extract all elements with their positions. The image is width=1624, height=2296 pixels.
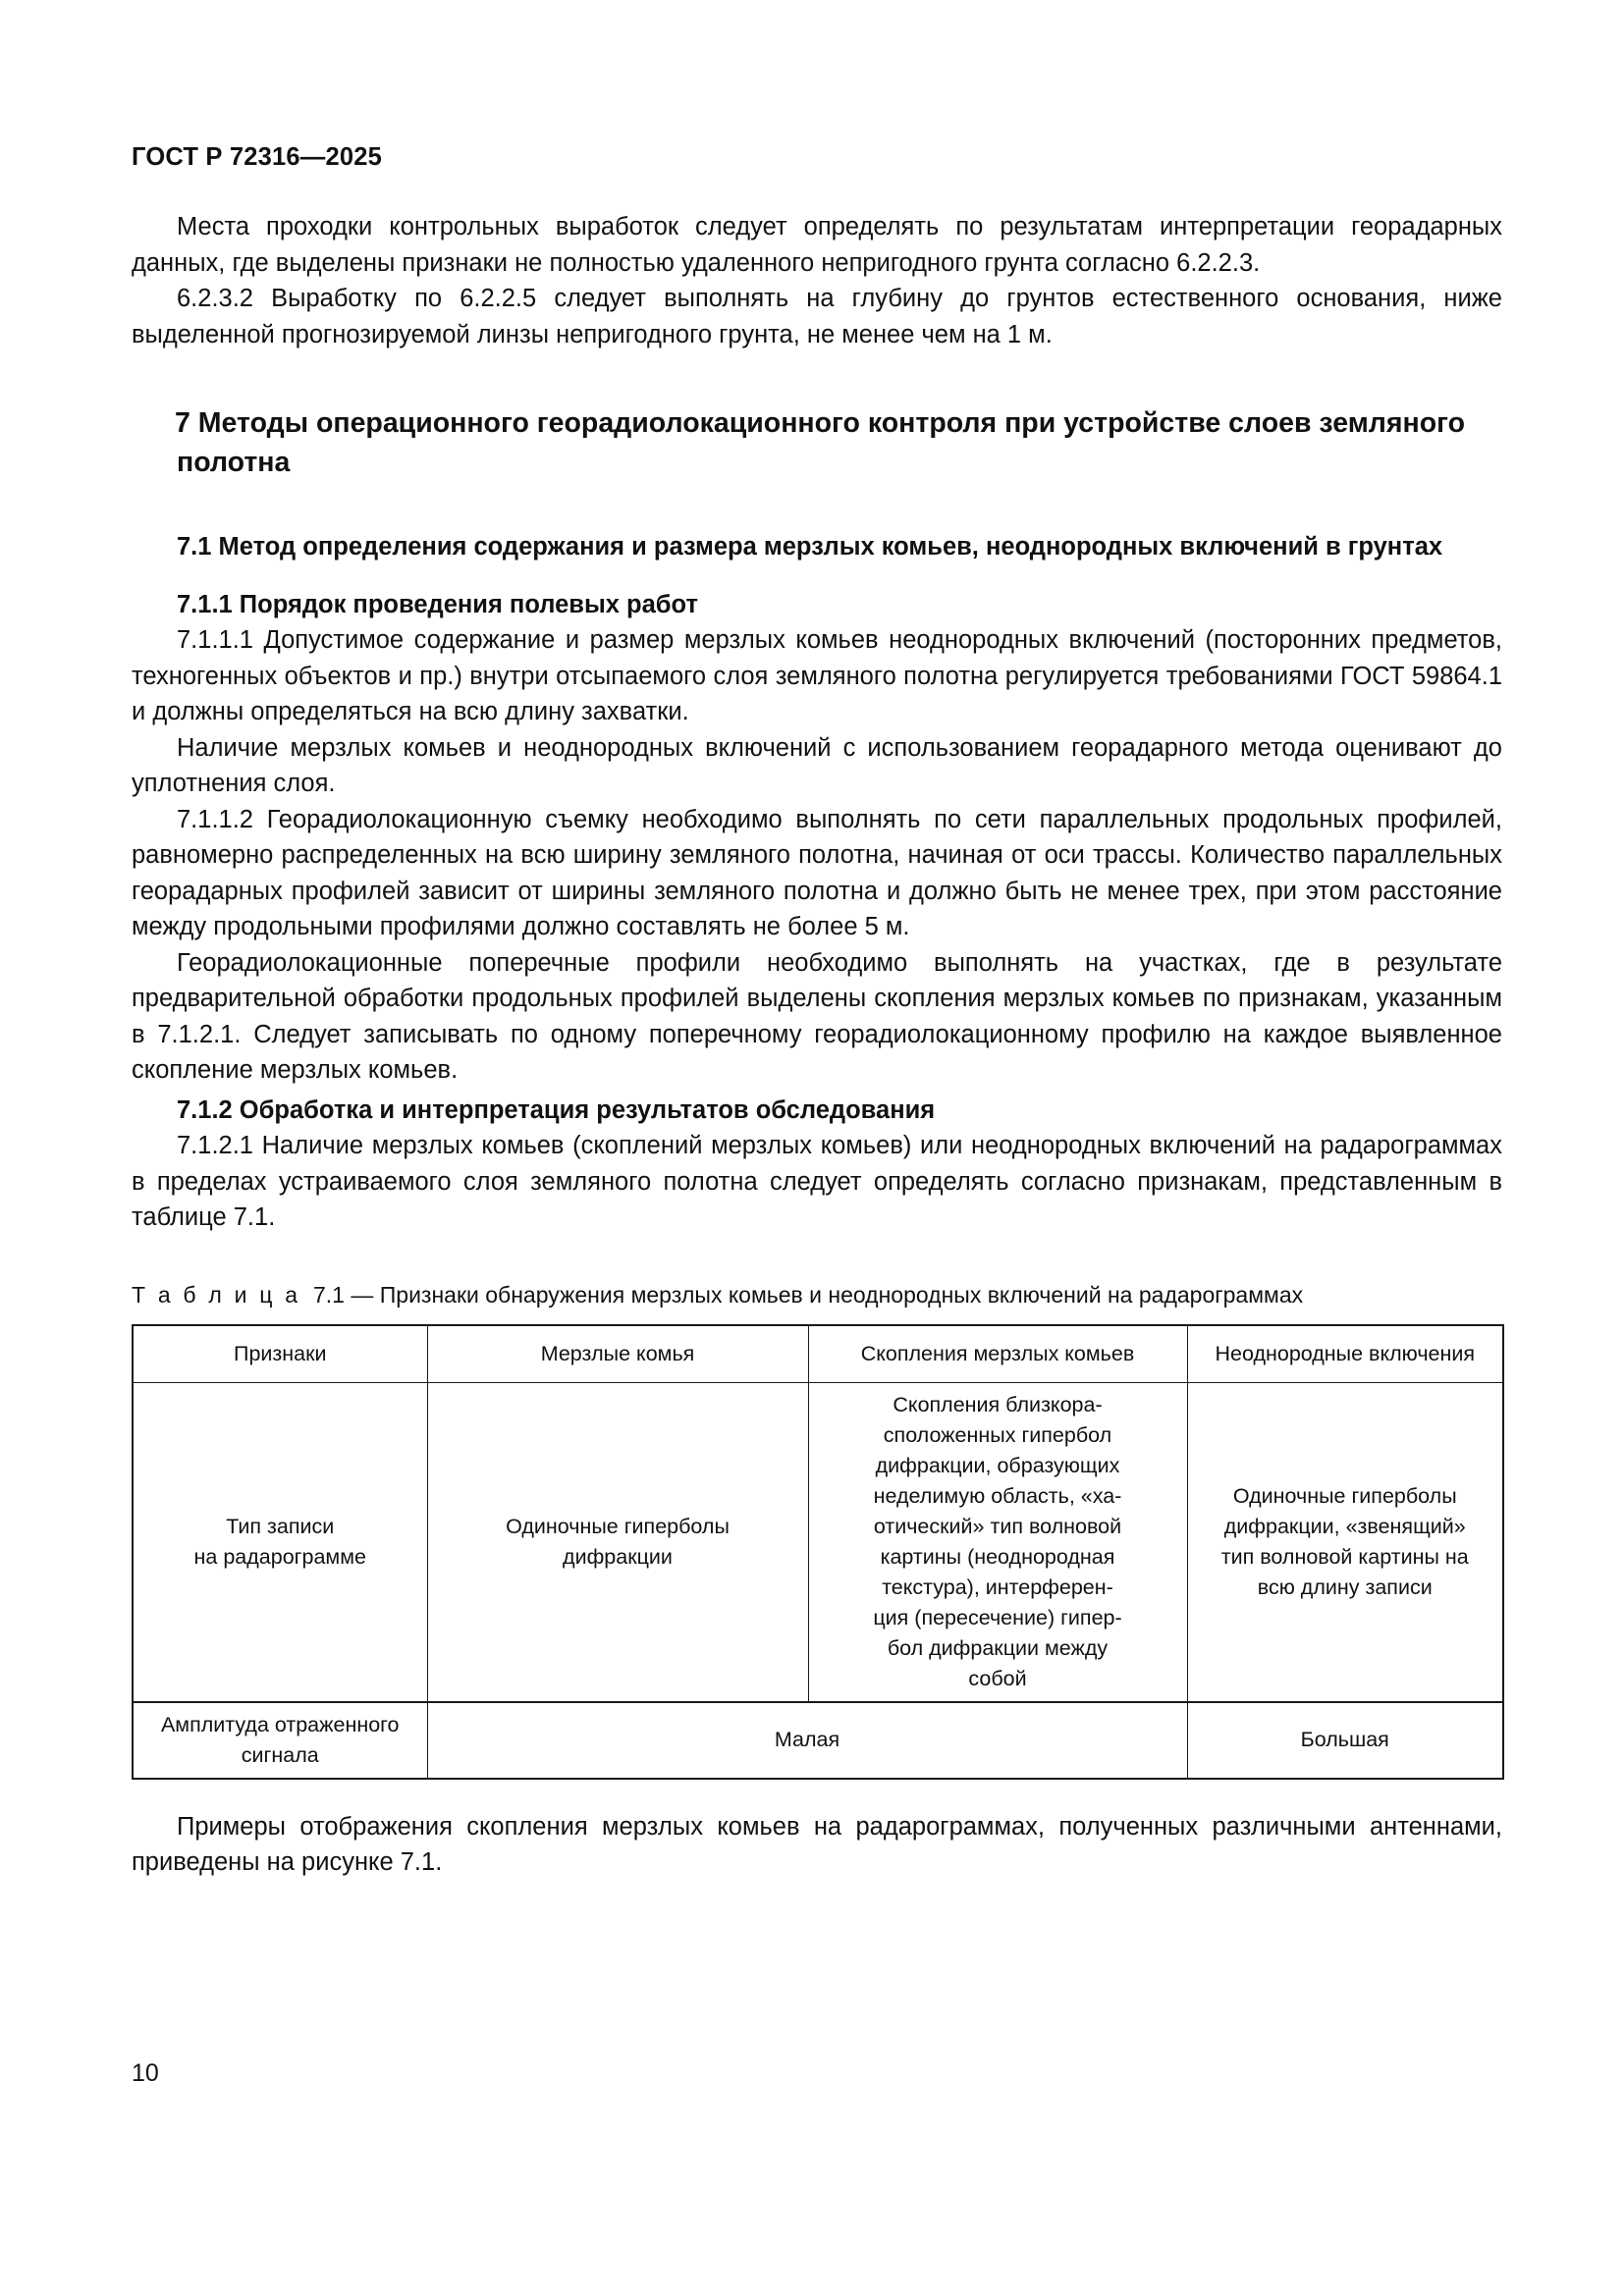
body-text-block <box>132 209 1502 352</box>
running-head: ГОСТ Р 72316—2025 <box>132 143 383 171</box>
table-caption-text: Признаки обнаружения мерзлых комьев и неоднородных включений на радарограммах <box>379 1281 1304 1308</box>
cell-line: отический» тип волновой <box>873 1514 1122 1538</box>
cell-line: Скопления близкора- <box>893 1392 1103 1416</box>
paragraph-intro-1: Места проходки контрольных выработок следует определять по результатам интерпретации георадарных данных, где выделены признаки не полностью удаленного непригодного грунта согласно 6.2.2.3. <box>132 213 1502 277</box>
after-table-block <box>132 1809 1502 1881</box>
cell-line: ция (пересечение) гипер- <box>873 1605 1122 1629</box>
heading-section-7-1-2: 7.1.2 Обработка и интерпретация результатов обследования <box>177 1095 936 1124</box>
table-cell-amplituda-bolshaya: Большая <box>1187 1702 1503 1779</box>
cell-line: собой <box>968 1666 1027 1690</box>
paragraph-7-1-2-1: 7.1.2.1 Наличие мерзлых комьев (скоплений мерзлых комьев) или неоднородных включений на радарограммах в пределах устраиваемого слоя земляного полотна следует определять согласно признакам, представленным в таблице 7.1. <box>132 1132 1502 1231</box>
table-caption-number: 7.1 <box>312 1281 345 1308</box>
cell-line: на радарограмме <box>193 1544 366 1569</box>
cell-line: всю длину записи <box>1257 1575 1433 1599</box>
table-header-cell-priznaki: Признаки <box>133 1325 427 1383</box>
cell-line: Тип записи <box>226 1514 335 1538</box>
table-caption-label: Т а б л и ц а <box>132 1281 301 1308</box>
cell-line: текстура), интерферен- <box>882 1575 1113 1599</box>
table-header-row <box>133 1325 1503 1383</box>
paragraph-7-1-1-2b: Георадиолокационные поперечные профили необходимо выполнять на участках, где в результате предварительной обработки продольных профилей выделены скопления мерзлых комьев по признакам, указанным в 7.1.2.1. Следует записывать по одному поперечному георадиолокационному профилю на каждое выявленное скопление мерзлых комьев. <box>132 948 1502 1084</box>
paragraph-7-1-1-2: 7.1.1.2 Георадиолокационную съемку необходимо выполнять по сети параллельных продольных профилей, равномерно распределенных на всю ширину земляного полотна, начиная от оси трассы. Количество параллельных георадарных профилей зависит от ширины земляного полотна и должно быть не менее трех, при этом расстояние между продольными профилями должно составлять не более 5 м. <box>132 805 1502 940</box>
table-cell-merzlye-komya-type <box>427 1382 808 1702</box>
paragraph-6-2-3-2: 6.2.3.2 Выработку по 6.2.2.5 следует выполнять на глубину до грунтов естественного основания, ниже выделенной прогнозируемой линзы непригодного грунта, не менее чем на 1 м. <box>132 285 1502 348</box>
cell-line: сположенных гипербол <box>883 1422 1112 1447</box>
table-header-cell-skopleniya: Скопления мерзлых комьев <box>808 1325 1187 1383</box>
heading-section-7-1-1: 7.1.1 Порядок проведения полевых работ <box>177 590 698 618</box>
cell-line: дифракции, образующих <box>875 1453 1120 1477</box>
page-number: 10 <box>132 2059 159 2087</box>
paragraph-after-table: Примеры отображения скопления мерзлых комьев на радарограммах, полученных различными антеннами, приведены на рисунке 7.1. <box>132 1812 1502 1876</box>
table-row <box>133 1702 1503 1779</box>
table-header-cell-neodnorodnye: Неоднородные включения <box>1187 1325 1503 1383</box>
table-cell-feature-type-zapisi <box>133 1382 427 1702</box>
table-caption <box>132 1279 1502 1310</box>
table-cell-feature-amplituda <box>133 1702 427 1779</box>
cell-line: Амплитуда отраженного <box>160 1712 400 1736</box>
cell-line: неделимую область, «ха- <box>873 1483 1122 1508</box>
cell-line: сигнала <box>241 1742 319 1767</box>
table-cell-skopleniya-type <box>808 1382 1187 1702</box>
cell-line: дифракции <box>563 1544 673 1569</box>
cell-line: картины (неоднородная <box>880 1544 1115 1569</box>
cell-line: Одиночные гиперболы <box>1232 1483 1457 1508</box>
paragraph-7-1-1-1b: Наличие мерзлых комьев и неоднородных включений с использованием георадарного метода оценивают до уплотнения слоя. <box>132 733 1502 797</box>
table-cell-neodnorodnye-type <box>1187 1382 1503 1702</box>
page-content <box>132 0 1502 1881</box>
table-7-1 <box>132 1324 1504 1780</box>
table-header-cell-merzlye-komya: Мерзлые комья <box>427 1325 808 1383</box>
table-row <box>133 1382 1503 1702</box>
cell-line: Одиночные гиперболы <box>506 1514 730 1538</box>
heading-section-7-1: 7.1 Метод определения содержания и размера мерзлых комьев, неоднородных включений в грунтах <box>177 533 1443 561</box>
cell-line: бол дифракции между <box>887 1635 1109 1660</box>
heading-section-7: 7 Методы операционного георадиолокационного контроля при устройстве слоев земляного полотна <box>175 407 1466 478</box>
paragraph-7-1-1-1: 7.1.1.1 Допустимое содержание и размер мерзлых комьев неоднородных включений (посторонних предметов, техногенных объектов и пр.) внутри отсыпаемого слоя земляного полотна регулируется требованиями ГОСТ 59864.1 и должны определяться на всю длину захватки. <box>132 626 1502 725</box>
cell-line: дифракции, «звенящий» <box>1223 1514 1466 1538</box>
cell-line: тип волновой картины на <box>1220 1544 1469 1569</box>
table-caption-dash: — <box>351 1281 374 1308</box>
table-cell-amplituda-malaya: Малая <box>427 1702 1187 1779</box>
